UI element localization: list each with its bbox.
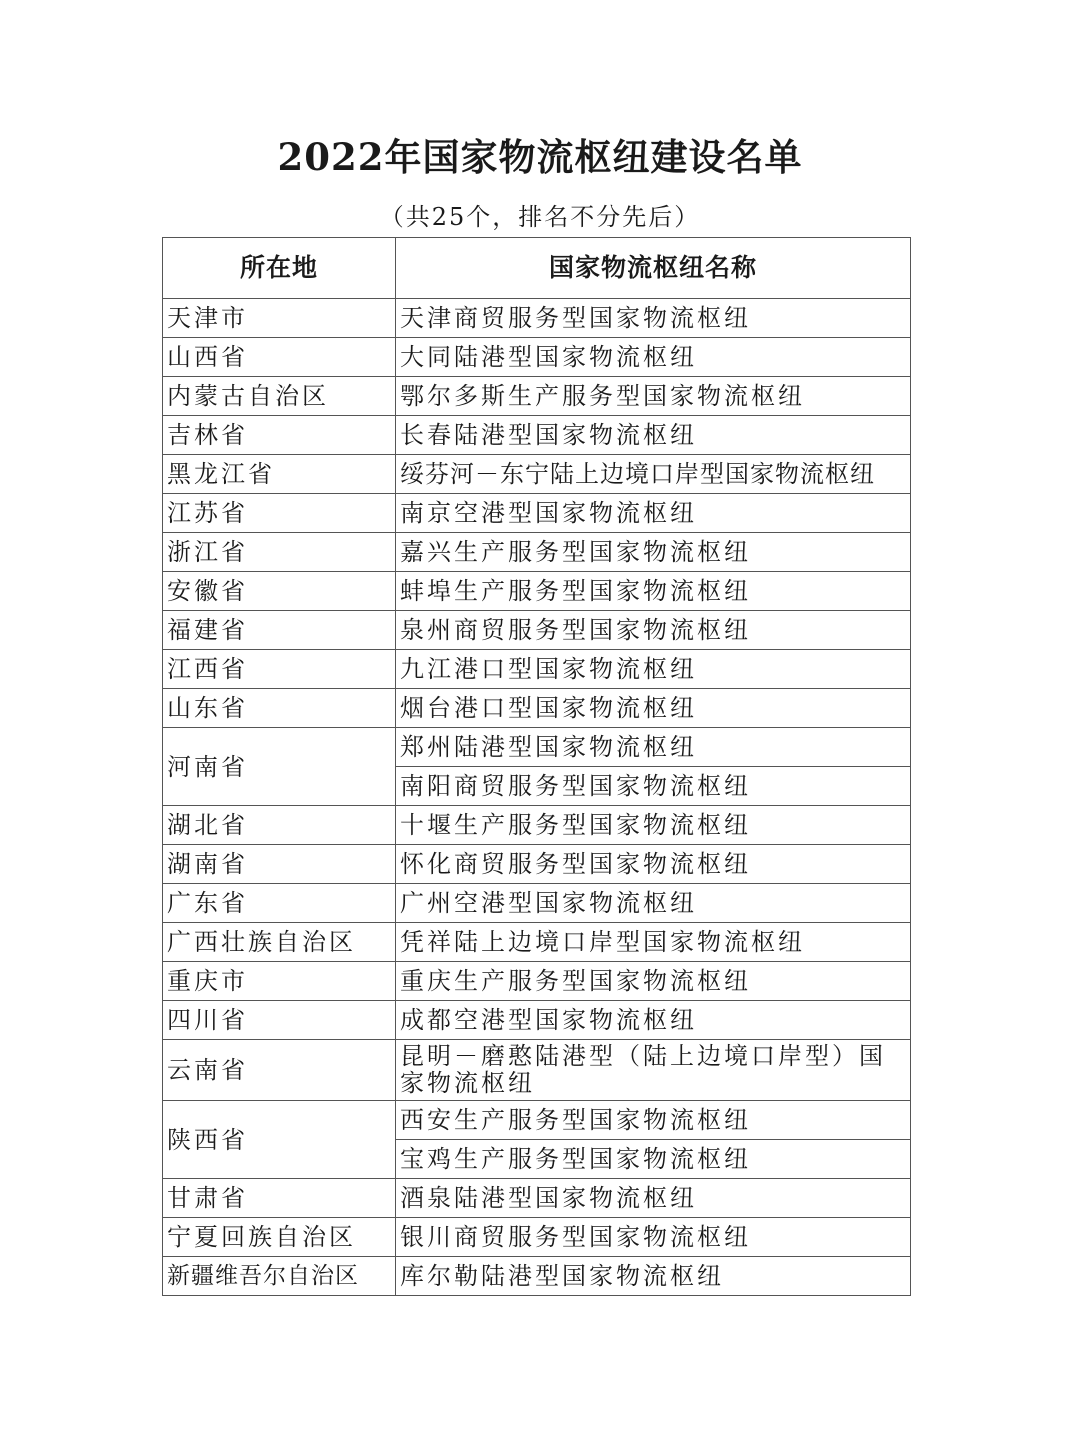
document-title: 2022年国家物流枢纽建设名单 — [277, 135, 803, 179]
table-row — [163, 572, 911, 611]
hub-name-cell: 重庆生产服务型国家物流枢纽 — [396, 962, 911, 1001]
location-cell: 安徽省 — [163, 572, 396, 611]
table-row — [163, 416, 911, 455]
hub-name-cell: 凭祥陆上边境口岸型国家物流枢纽 — [396, 923, 911, 962]
location-cell: 内蒙古自治区 — [163, 377, 396, 416]
hub-name-cell: 西安生产服务型国家物流枢纽 — [396, 1101, 911, 1140]
table-row — [163, 650, 911, 689]
location-cell: 陕西省 — [163, 1101, 396, 1179]
table-row — [163, 884, 911, 923]
logistics-hub-table — [162, 237, 911, 1296]
table-row — [163, 1257, 911, 1296]
location-cell: 湖南省 — [163, 845, 396, 884]
location-cell: 江苏省 — [163, 494, 396, 533]
hub-name-cell: 长春陆港型国家物流枢纽 — [396, 416, 911, 455]
table-row — [163, 338, 911, 377]
location-cell: 天津市 — [163, 299, 396, 338]
location-cell: 河南省 — [163, 728, 396, 806]
header-hub-name: 国家物流枢纽名称 — [396, 238, 911, 299]
hub-name-cell: 宝鸡生产服务型国家物流枢纽 — [396, 1140, 911, 1179]
table-row — [163, 377, 911, 416]
table-row — [163, 1179, 911, 1218]
hub-name-cell: 绥芬河－东宁陆上边境口岸型国家物流枢纽 — [396, 455, 911, 494]
table-row — [163, 1101, 911, 1140]
location-cell: 云南省 — [163, 1040, 396, 1101]
location-cell: 山西省 — [163, 338, 396, 377]
location-cell: 广西壮族自治区 — [163, 923, 396, 962]
hub-name-cell: 十堰生产服务型国家物流枢纽 — [396, 806, 911, 845]
location-cell: 四川省 — [163, 1001, 396, 1040]
hub-name-cell: 烟台港口型国家物流枢纽 — [396, 689, 911, 728]
hub-name-cell: 怀化商贸服务型国家物流枢纽 — [396, 845, 911, 884]
document-subtitle: （共25个，排名不分先后） — [379, 203, 701, 231]
table-row — [163, 728, 911, 767]
location-cell: 重庆市 — [163, 962, 396, 1001]
location-cell: 湖北省 — [163, 806, 396, 845]
hub-name-cell: 大同陆港型国家物流枢纽 — [396, 338, 911, 377]
location-cell: 广东省 — [163, 884, 396, 923]
hub-name-cell: 南京空港型国家物流枢纽 — [396, 494, 911, 533]
table-row — [163, 1001, 911, 1040]
table-row — [163, 533, 911, 572]
table-row — [163, 845, 911, 884]
header-location: 所在地 — [163, 238, 396, 299]
table-row — [163, 689, 911, 728]
location-cell: 福建省 — [163, 611, 396, 650]
hub-name-cell: 库尔勒陆港型国家物流枢纽 — [396, 1257, 911, 1296]
table-row — [163, 299, 911, 338]
hub-name-cell: 南阳商贸服务型国家物流枢纽 — [396, 767, 911, 806]
hub-name-cell: 成都空港型国家物流枢纽 — [396, 1001, 911, 1040]
location-cell: 吉林省 — [163, 416, 396, 455]
hub-name-cell: 嘉兴生产服务型国家物流枢纽 — [396, 533, 911, 572]
table-row — [163, 1040, 911, 1101]
table-row — [163, 494, 911, 533]
table-row — [163, 611, 911, 650]
hub-name-cell: 昆明－磨憨陆港型（陆上边境口岸型）国家物流枢纽 — [396, 1040, 911, 1101]
location-cell: 宁夏回族自治区 — [163, 1218, 396, 1257]
location-cell: 新疆维吾尔自治区 — [163, 1257, 396, 1296]
table-header-row — [163, 238, 911, 299]
table-row — [163, 923, 911, 962]
hub-name-cell: 蚌埠生产服务型国家物流枢纽 — [396, 572, 911, 611]
hub-name-cell: 郑州陆港型国家物流枢纽 — [396, 728, 911, 767]
hub-name-cell: 九江港口型国家物流枢纽 — [396, 650, 911, 689]
location-cell: 黑龙江省 — [163, 455, 396, 494]
table-row — [163, 962, 911, 1001]
table-row — [163, 1218, 911, 1257]
hub-name-cell: 泉州商贸服务型国家物流枢纽 — [396, 611, 911, 650]
hub-name-cell: 鄂尔多斯生产服务型国家物流枢纽 — [396, 377, 911, 416]
table-row — [163, 806, 911, 845]
hub-name-cell: 银川商贸服务型国家物流枢纽 — [396, 1218, 911, 1257]
hub-name-cell: 广州空港型国家物流枢纽 — [396, 884, 911, 923]
location-cell: 甘肃省 — [163, 1179, 396, 1218]
hub-name-cell: 天津商贸服务型国家物流枢纽 — [396, 299, 911, 338]
location-cell: 山东省 — [163, 689, 396, 728]
table-row — [163, 455, 911, 494]
location-cell: 浙江省 — [163, 533, 396, 572]
table-body — [163, 299, 911, 1296]
location-cell: 江西省 — [163, 650, 396, 689]
hub-name-cell: 酒泉陆港型国家物流枢纽 — [396, 1179, 911, 1218]
